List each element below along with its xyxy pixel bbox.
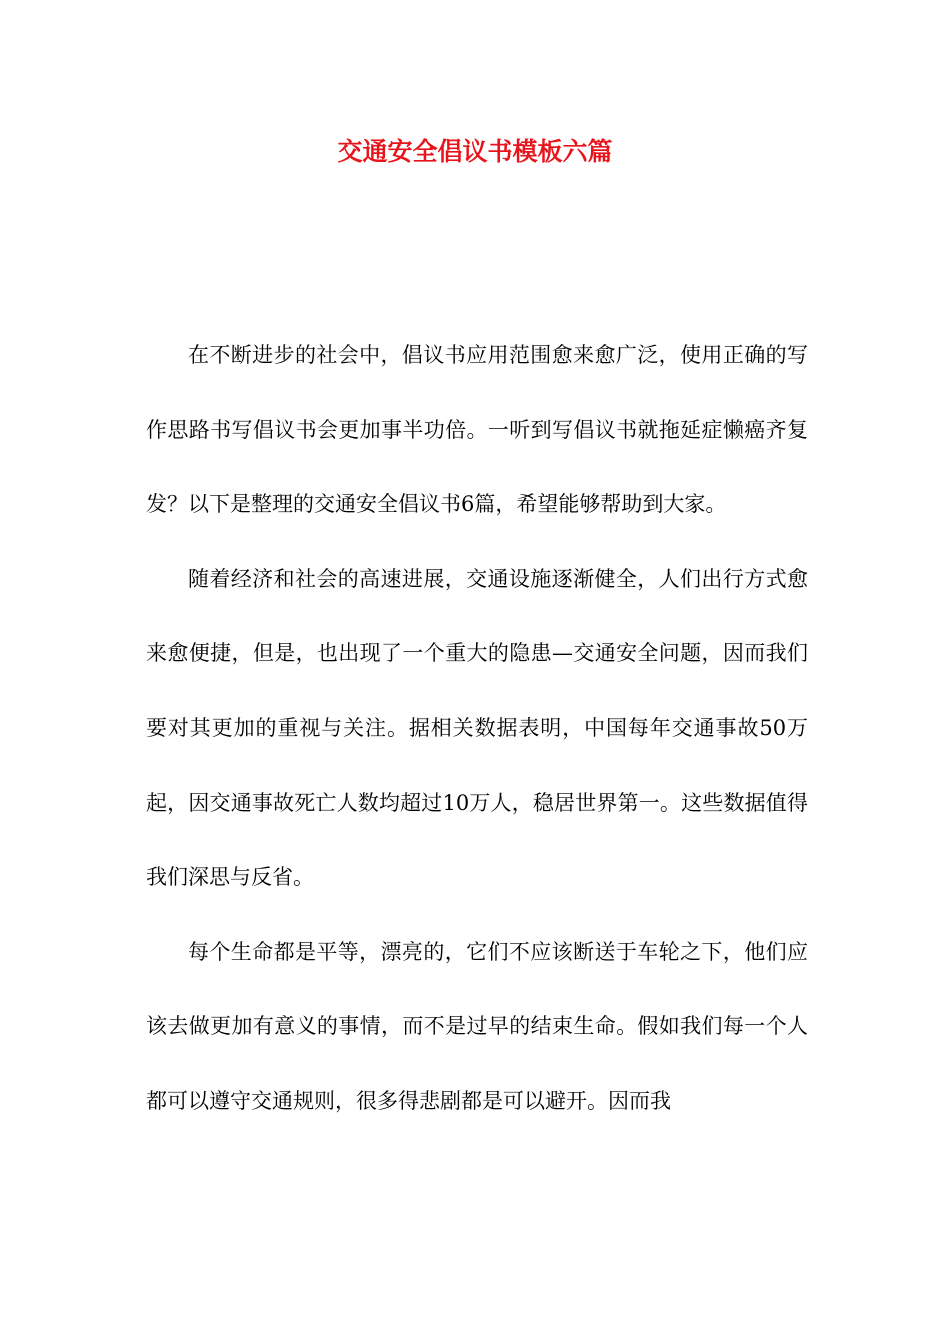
document-title: 交通安全倡议书模板六篇 <box>337 137 613 166</box>
paragraph-traffic-development: 随着经济和社会的高速进展，交通设施逐渐健全，人们出行方式愈来愈便捷，但是，也出现了一个重大的隐患—交通安全问题，因而我们要对其更加的重视与关注。据相关数据表明，中国每年交通事故50万起，因交通事故死亡人数均超过10万人，稳居世界第一。这些数据值得我们深思与反省。 <box>146 566 808 890</box>
paragraph-intro: 在不断进步的社会中，倡议书应用范围愈来愈广泛，使用正确的写作思路书写倡议书会更加事半功倍。一听到写倡议书就拖延症懒癌齐复发？以下是整理的交通安全倡议书6篇，希望能够帮助到大家。 <box>146 343 808 517</box>
paragraph-value-of-life: 每个生命都是平等，漂亮的，它们不应该断送于车轮之下，他们应该去做更加有意义的事情，而不是过早的结束生命。假如我们每一个人都可以遵守交通规则，很多得悲剧都是可以避开。因而我 <box>146 939 808 1113</box>
document-body <box>146 318 808 1139</box>
